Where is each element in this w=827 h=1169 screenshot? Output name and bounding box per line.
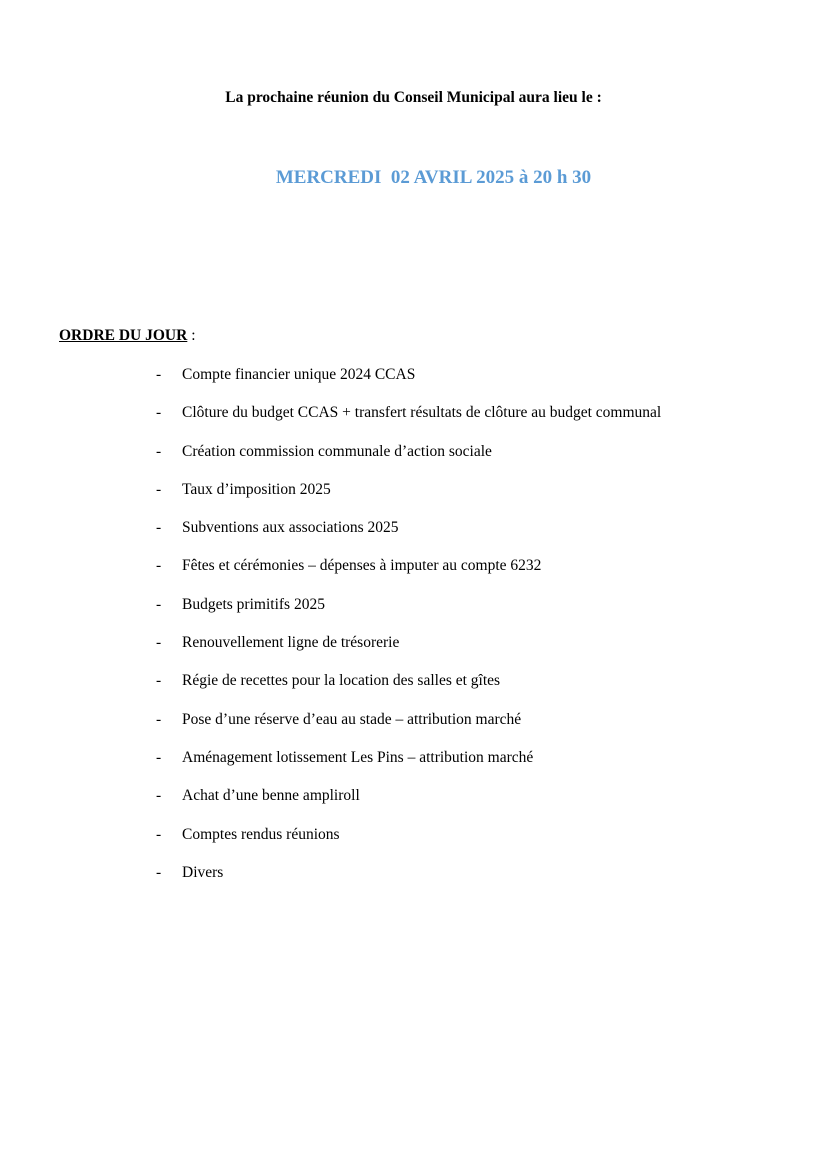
agenda-item-text: Compte financier unique 2024 CCAS: [182, 366, 416, 383]
bullet-dash: -: [156, 480, 162, 498]
agenda-heading: [59, 327, 196, 345]
bullet-dash: -: [156, 366, 162, 383]
bullet-dash: -: [156, 710, 162, 728]
bullet-dash: -: [156, 634, 162, 652]
meeting-intro: La prochaine réunion du Conseil Municipal aura lieu le :: [225, 89, 602, 106]
bullet-dash: -: [156, 442, 162, 460]
agenda-item-text: Comptes rendus réunions: [182, 825, 340, 843]
agenda-item-text: Taux d’imposition 2025: [182, 480, 331, 498]
agenda-item-text: Subventions aux associations 2025: [182, 519, 399, 537]
agenda-item-text: Fêtes et cérémonies – dépenses à imputer au compte 6232: [182, 557, 542, 575]
agenda-item-text: Budgets primitifs 2025: [182, 595, 325, 613]
bullet-dash: -: [156, 863, 162, 881]
agenda-item-text: Régie de recettes pour la location des salles et gîtes: [182, 672, 501, 690]
meeting-date: MERCREDI 02 AVRIL 2025 à 20 h 30: [275, 167, 592, 188]
bullet-dash: -: [156, 519, 162, 537]
agenda-item-text: Aménagement lotissement Les Pins – attribution marché: [182, 748, 534, 766]
bullet-dash: -: [156, 748, 162, 766]
bullet-dash: -: [156, 825, 162, 843]
agenda-item-text: Renouvellement ligne de trésorerie: [182, 634, 400, 652]
bullet-dash: -: [156, 595, 162, 613]
agenda-item-text: Pose d’une réserve d’eau au stade – attribution marché: [182, 710, 522, 728]
agenda-heading-label: ORDRE DU JOUR: [59, 327, 188, 344]
bullet-dash: -: [156, 557, 162, 575]
bullet-dash: -: [156, 672, 162, 690]
agenda-heading-colon: :: [187, 327, 196, 344]
bullet-dash: -: [156, 404, 162, 422]
agenda-item-text: Création commission communale d’action sociale: [182, 442, 492, 460]
agenda-item-text: Divers: [182, 863, 224, 881]
agenda-item-text: Clôture du budget CCAS + transfert résultats de clôture au budget communal: [182, 404, 662, 422]
agenda-item-text: Achat d’une benne ampliroll: [182, 787, 360, 805]
bullet-dash: -: [156, 787, 162, 805]
